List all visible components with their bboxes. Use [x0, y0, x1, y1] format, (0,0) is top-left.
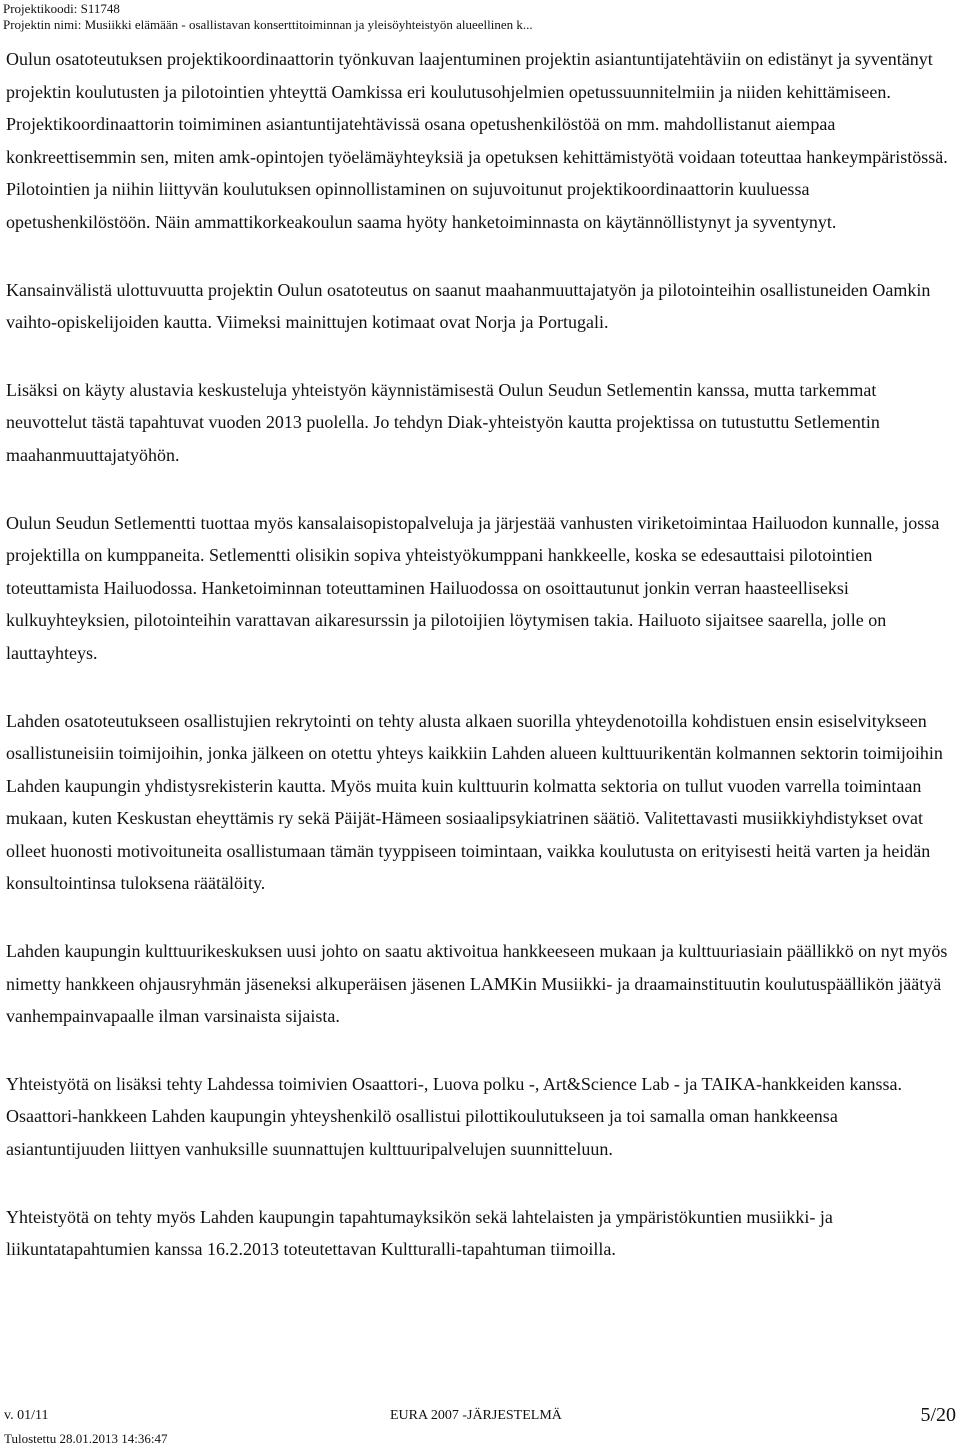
paragraph-setlementti-talks: Lisäksi on käyty alustavia keskusteluja yhteistyön käynnistämisestä Oulun Seudun Setlementin kanssa, mutta tarkemmat neuvottelut tästä tapahtuvat vuoden 2013 puolella. Jo tehdyn Diak-yhteistyön kautta projektissa on tutustuttu Setlementin maahanmuuttajatyöhön.: [6, 379, 880, 465]
page-footer: [4, 1404, 956, 1448]
paragraph-lahti-cooperation: Yhteistyötä on lisäksi tehty Lahdessa toimivien Osaattori-, Luova polku -, Art&Science Lab - ja TAIKA-hankkeiden kanssa. Osaattori-hankkeen Lahden kaupungin yhteyshenkilö osallistui pilottikoulutukseen ja toi samalla oman hankkeensa asiantuntijuuden liittyen vanhuksille suunnattujen kulttuuripalvelujen suunnitteluun.: [6, 1073, 903, 1160]
project-code: Projektikoodi: S11748: [3, 1, 120, 16]
page-number: 5/20: [920, 1404, 956, 1426]
paragraph-international: Kansainvälistä ulottuvuutta projektin Oulun osatoteutus on saanut maahanmuuttajatyön ja pilotointeihin osallistuneiden Oamkin vaihto-opiskelijoiden kautta. Viimeksi mainittujen kotimaat ovat Norja ja Portugali.: [6, 279, 931, 333]
paragraph-lahti-recruitment: Lahden osatoteutukseen osallistujien rekrytointi on tehty alusta alkaen suorilla yhteydenotoilla kohdistuen ensin esiselvitykseen osallistuneisiin toimijoihin, jonka jälkeen on otettu yhteys kaikkiin Lahden alueen kulttuurikentän kolmannen sektorin toimijoihin Lahden kaupungin yhdistysrekisterin kautta. Myös muita kuin kulttuurin kolmatta sektoria on tullut vuoden varrella toimintaan mukaan, kuten Keskustan eheyttämis ry sekä Päijät-Hämeen sosiaalipsykiatrinen säätiö. Valitettavasti musiikkiyhdistykset ovat olleet huonosti motivoituneita osallistumaan tämän tyyppiseen toimintaan, vaikka koulutusta on erityisesti heitä varten ja heidän konsultointinsa tuloksena räätälöity.: [6, 710, 943, 894]
document-body: [6, 43, 954, 1301]
project-name: Projektin nimi: Musiikki elämään - osallistavan konserttitoiminnan ja yleisöyhteistyön alueellinen k...: [3, 17, 533, 32]
system-name: EURA 2007 -JÄRJESTELMÄ: [390, 1408, 562, 1423]
page-header: [3, 1, 957, 33]
print-timestamp: Tulostettu 28.01.2013 14:36:47: [4, 1431, 168, 1446]
version-label: v. 01/11: [4, 1408, 49, 1423]
paragraph-kultturalli: Yhteistyötä on tehty myös Lahden kaupungin tapahtumayksikön sekä lahtelaisten ja ympäristökuntien musiikki- ja liikuntatapahtumien kanssa 16.2.2013 toteutettavan Kultturalli-tapahtuman tiimoilla.: [6, 1206, 833, 1260]
paragraph-oulu-coordinator: Oulun osatoteutuksen projektikoordinaattorin työnkuvan laajentuminen projektin asiantuntijatehtäviin on edistänyt ja syventänyt projektin koulutusten ja pilotointien yhteyttä Oamkissa eri koulutusohjelmien opetussuunnitelmiin ja niiden kehittämiseen. Projektikoordinaattorin toimiminen asiantuntijatehtävissä osana opetushenkilöstöä on mm. mahdollistanut aiempaa konkreettisemmin sen, miten amk-opintojen työelämäyhteyksiä ja opetuksen kehittämistyötä voidaan toteuttaa hankeympäristössä. Pilotointien ja niihin liittyvän koulutuksen opinnollistaminen on sujuvoitunut projektikoordinaattorin kuuluessa opetushenkilöstöön. Näin ammattikorkeakoulun saama hyöty hanketoiminnasta on käytännöllistynyt ja syventynyt.: [6, 49, 948, 232]
paragraph-lahti-culture-centre: Lahden kaupungin kulttuurikeskuksen uusi johto on saatu aktivoitua hankkeeseen mukaan ja kulttuuriasiain päällikkö on nyt myös nimetty hankkeen ohjausryhmän jäseneksi alkuperäisen jäsenen LAMKin Musiikki- ja draamainstituutin koulutuspäällikön jäätyä vanhempainvapaalle ilman varsinaista sijaista.: [6, 941, 948, 1027]
paragraph-hailuoto: Oulun Seudun Setlementti tuottaa myös kansalaisopistopalveluja ja järjestää vanhusten viriketoimintaa Hailuodon kunnalle, jossa projektilla on kumppaneita. Setlementti olisikin sopiva yhteistyökumppani hankkeelle, koska se edesauttaisi pilotointien toteuttamista Hailuodossa. Hanketoiminnan toteuttaminen Hailuodossa on osoittautunut jonkin verran haasteelliseksi kulkuyhteyksien, pilotointeihin varattavan aikaresurssin ja pilotoijien löytymisen takia. Hailuoto sijaitsee saarella, jolle on lauttayhteys.: [6, 512, 940, 663]
